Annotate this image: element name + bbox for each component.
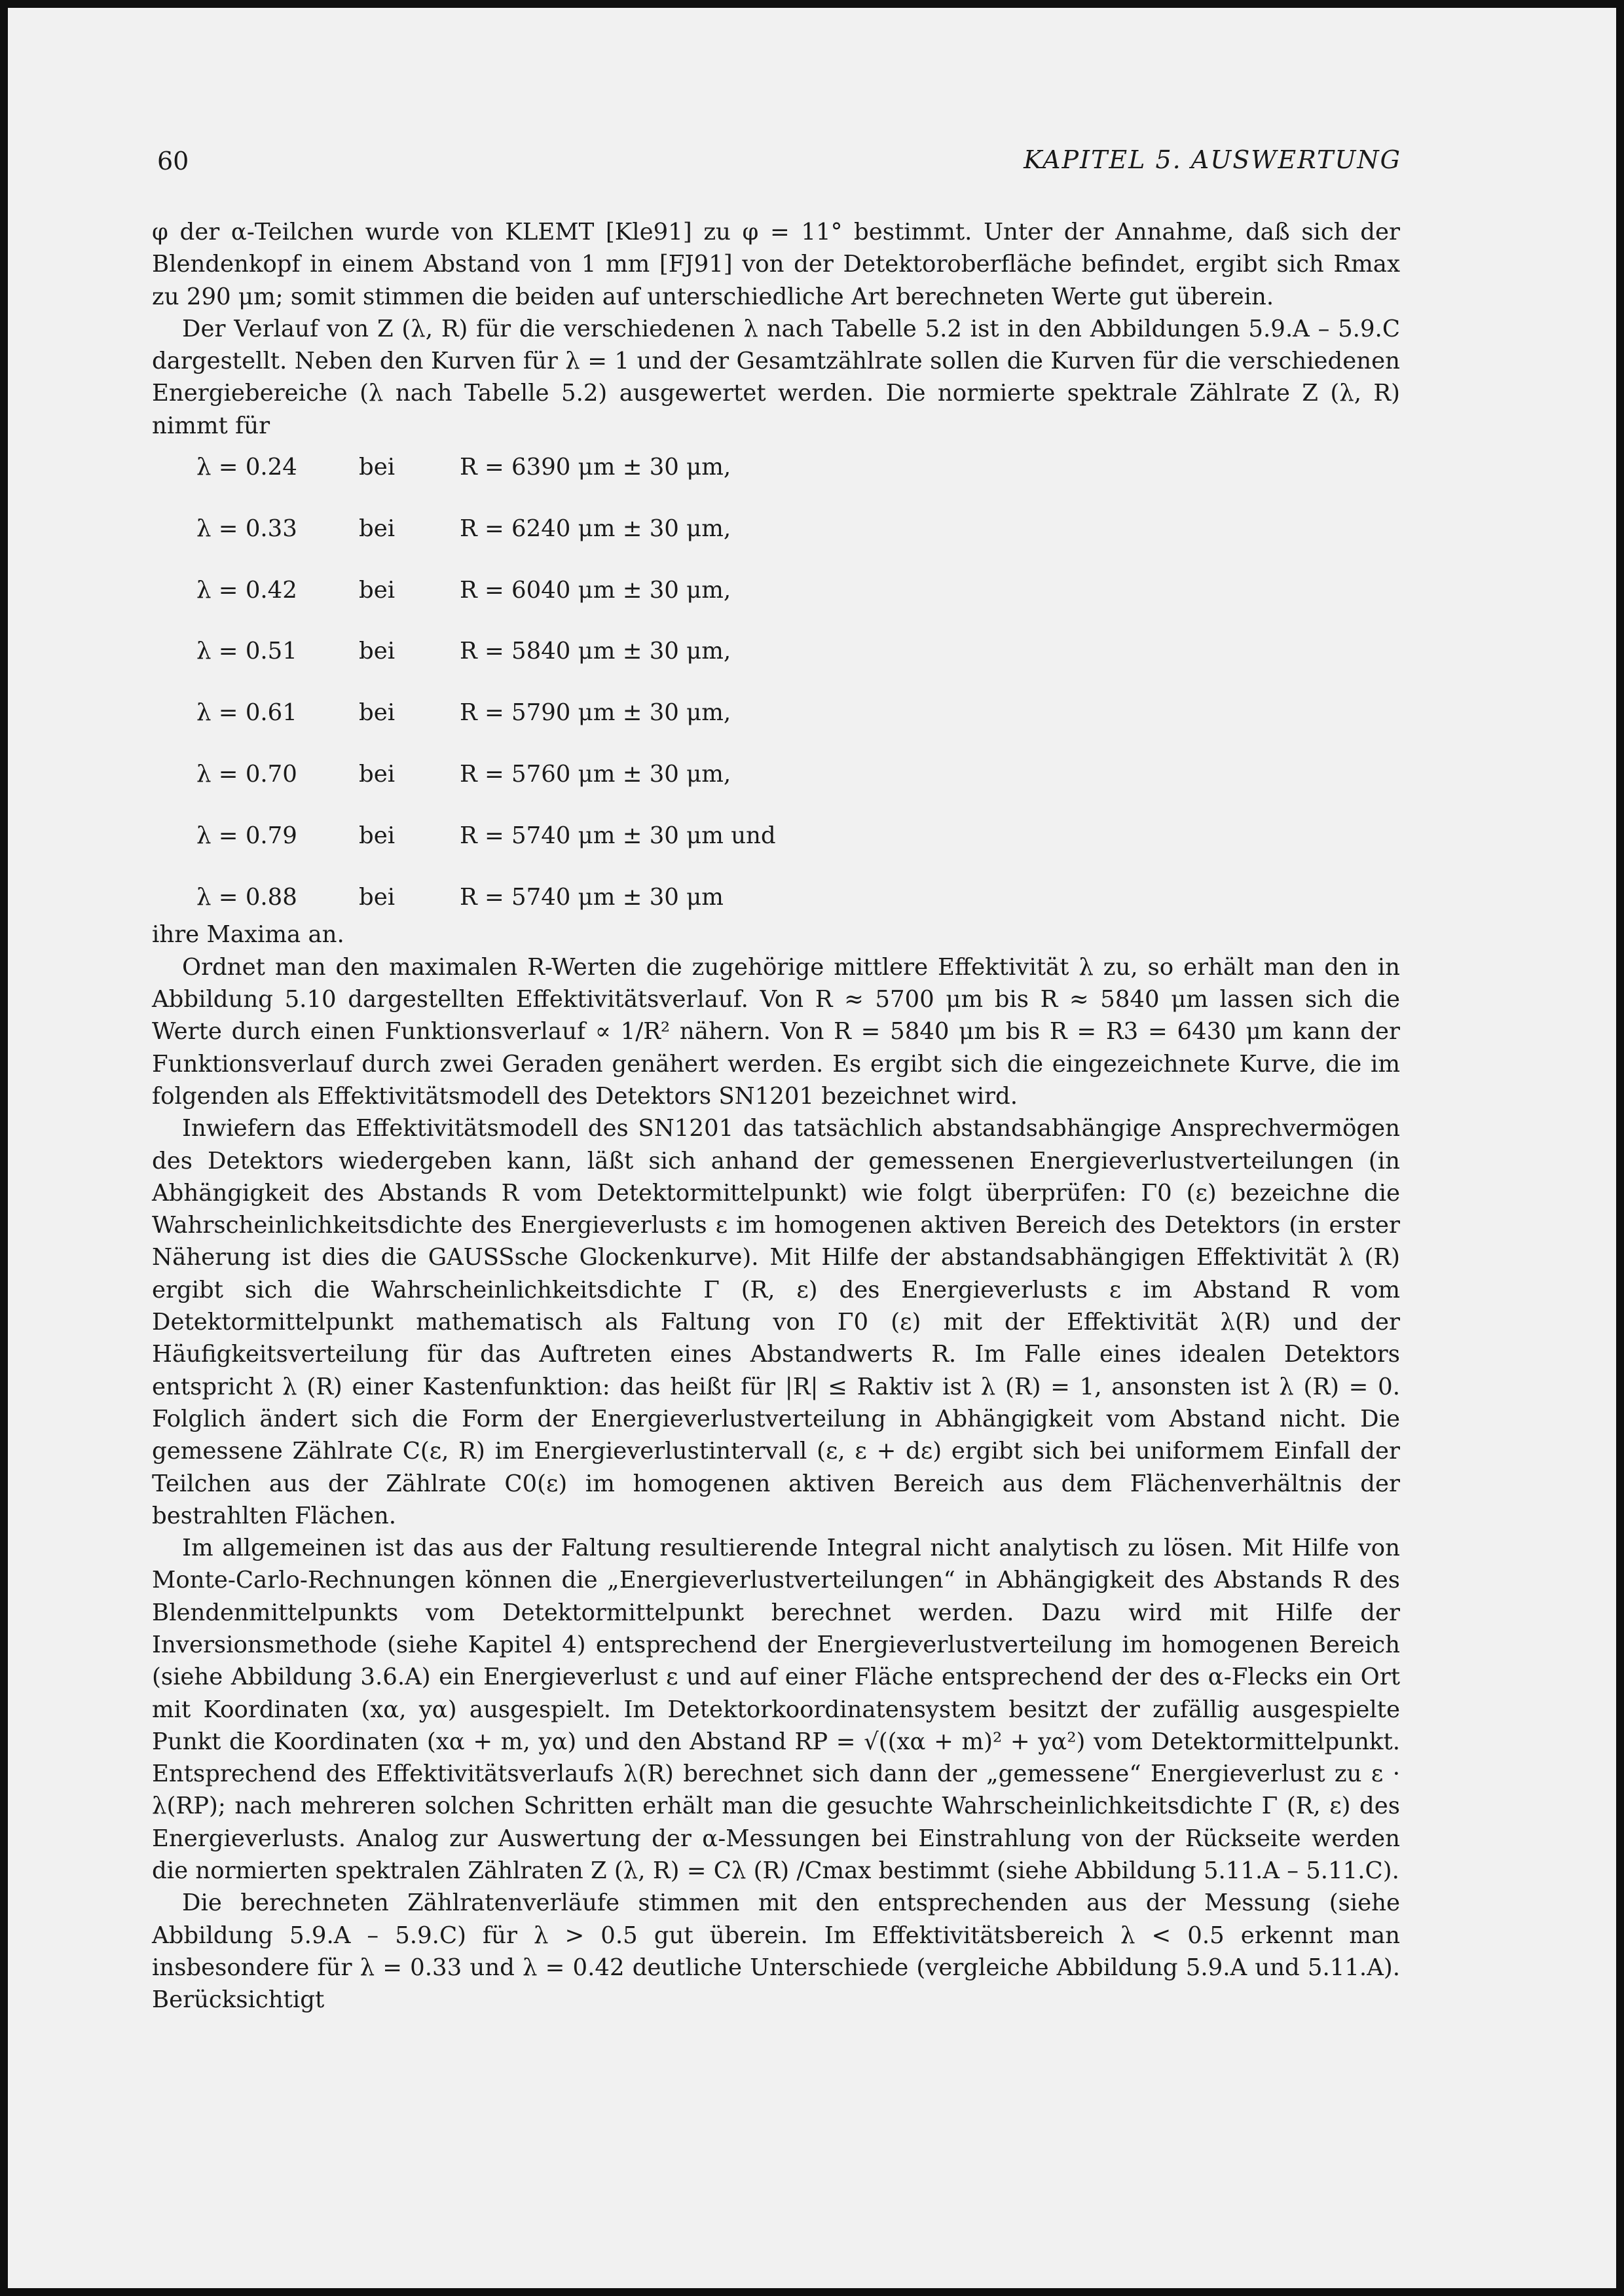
r-value: R = 5740 μm ± 30 μm bbox=[460, 883, 724, 911]
lambda-value: λ = 0.88 bbox=[196, 883, 297, 911]
page-number: 60 bbox=[157, 147, 189, 175]
lambda-value: λ = 0.70 bbox=[196, 761, 297, 788]
r-value: R = 5840 μm ± 30 μm, bbox=[460, 638, 731, 665]
r-value: R = 6240 μm ± 30 μm, bbox=[460, 515, 731, 542]
lambda-value: λ = 0.51 bbox=[196, 638, 297, 665]
lambda-value: λ = 0.79 bbox=[196, 822, 297, 849]
paragraph-2: Der Verlauf von Z (λ, R) für die verschiedenen λ nach Tabelle 5.2 ist in den Abbildungen 5.9.A – 5.9.C dargestellt. Neben den Kurven für λ = 1 und der Gesamtzählrate sollen die Kurven für die verschiedenen Energiebereiche (λ nach Tabelle 5.2) ausgewertet werden. Die normierte spektrale Zählrate Z (λ, R) nimmt für bbox=[152, 315, 1400, 439]
scan-border-right bbox=[1616, 0, 1624, 2296]
maxima-row bbox=[152, 451, 1400, 513]
lambda-value: λ = 0.33 bbox=[196, 515, 297, 542]
maxima-list bbox=[152, 451, 1400, 942]
bei-label: bei bbox=[359, 883, 396, 911]
paragraph-1: φ der α-Teilchen wurde von KLEMT [Kle91] zu φ = 11° bestimmt. Unter der Annahme, daß sich der Blendenkopf in einem Abstand von 1 mm [FJ91] von der Detektoroberfläche befindet, ergibt sich Rmax zu 290 μm; somit stimmen die beiden auf unterschiedliche Art berechneten Werte gut überein. bbox=[152, 219, 1400, 310]
r-value: R = 6040 μm ± 30 μm, bbox=[460, 576, 731, 604]
maxima-row bbox=[152, 574, 1400, 636]
r-value: R = 6390 μm ± 30 μm, bbox=[460, 454, 731, 481]
paragraph-7: Die berechneten Zählratenverläufe stimmen mit den entsprechenden aus der Messung (siehe Abbildung 5.9.A – 5.9.C) für λ > 0.5 gut überein. Im Effektivitätsbereich λ < 0.5 erkennt man insbesondere für λ = 0.33 und λ = 0.42 deutliche Unterschiede (vergleiche Abbildung 5.9.A und 5.11.A). Berücksichtigt bbox=[152, 1889, 1400, 2014]
paragraph-6: Im allgemeinen ist das aus der Faltung resultierende Integral nicht analytisch zu lösen. Mit Hilfe von Monte-Carlo-Rechnungen können die „Energieverlustverteilungen“ in Abhängigkeit des Abstands R des Blendenmittelpunkts vom Detektormittelpunkt berechnet werden. Dazu wird mit Hilfe der Inversionsmethode (siehe Kapitel 4) entsprechend der Energieverlustverteilung im homogenen Bereich (siehe Abbildung 3.6.A) ein Energieverlust ε und auf einer Fläche entsprechend der des α-Flecks ein Ort mit Koordinaten (xα, yα) ausgespielt. Im Detektorkoordinatensystem besitzt der zufällig ausgespielte Punkt die Koordinaten (xα + m, yα) und den Abstand RP = √((xα + m)² + yα²) vom Detektormittelpunkt. Entsprechend des Effektivitätsverlaufs λ(R) berechnet sich dann der „gemessene“ Energieverlust zu ε · λ(RP); nach mehreren solchen Schritten erhält man die gesuchte Wahrscheinlichkeitsdichte Γ (R, ε) des Energieverlusts. Analog zur Auswertung der α-Messungen bei Einstrahlung von der Rückseite werden die normierten spektralen Zählraten Z (λ, R) = Cλ (R) /Cmax bestimmt (siehe Abbildung 5.11.A – 5.11.C). bbox=[152, 1535, 1400, 1885]
maxima-row bbox=[152, 758, 1400, 820]
bei-label: bei bbox=[359, 454, 396, 481]
maxima-row bbox=[152, 513, 1400, 574]
lambda-value: λ = 0.24 bbox=[196, 454, 297, 481]
bei-label: bei bbox=[359, 576, 396, 604]
lambda-value: λ = 0.42 bbox=[196, 576, 297, 604]
maxima-row bbox=[152, 881, 1400, 943]
paragraph-5: Inwiefern das Effektivitätsmodell des SN1201 das tatsächlich abstandsabhängige Ansprechvermögen des Detektors wiedergeben kann, läßt sich anhand der gemessenen Energieverlustverteilungen (in Abhängigkeit des Abstands R vom Detektormittelpunkt) wie folgt überprüfen: Γ0 (ε) bezeichne die Wahrscheinlichkeitsdichte des Energieverlusts ε im homogenen aktiven Bereich des Detektors (in erster Näherung ist dies die GAUSSsche Glockenkurve). Mit Hilfe der abstandsabhängigen Effektivität λ (R) ergibt sich die Wahrscheinlichkeitsdichte Γ (R, ε) des Energieverlusts ε im Abstand R vom Detektormittelpunkt mathematisch als Faltung von Γ0 (ε) mit der Effektivität λ(R) und der Häufigkeitsverteilung für das Auftreten eines Abstandwerts R. Im Falle eines idealen Detektors entspricht λ (R) einer Kastenfunktion: das heißt für |R| ≤ Raktiv ist λ (R) = 1, ansonsten ist λ (R) = 0. Folglich ändert sich die Form der Energieverlustverteilung in Abhängigkeit vom Abstand nicht. Die gemessene Zählrate C(ε, R) im Energieverlustintervall (ε, ε + dε) ergibt sich bei uniformem Einfall der Teilchen aus der Zählrate C0(ε) im homogenen aktiven Bereich aus dem Flächenverhältnis der bestrahlten Flächen. bbox=[152, 1115, 1400, 1529]
bei-label: bei bbox=[359, 515, 396, 542]
r-value: R = 5740 μm ± 30 μm und bbox=[460, 822, 776, 849]
maxima-row bbox=[152, 820, 1400, 881]
bei-label: bei bbox=[359, 761, 396, 788]
running-head: KAPITEL 5. AUSWERTUNG bbox=[1024, 145, 1401, 174]
r-value: R = 5760 μm ± 30 μm, bbox=[460, 761, 731, 788]
maxima-row bbox=[152, 635, 1400, 697]
r-value: R = 5790 μm ± 30 μm, bbox=[460, 699, 731, 727]
bei-label: bei bbox=[359, 699, 396, 727]
maxima-row bbox=[152, 697, 1400, 758]
scan-border-top bbox=[0, 0, 1624, 8]
lambda-value: λ = 0.61 bbox=[196, 699, 297, 727]
scan-border-bottom bbox=[0, 2288, 1624, 2296]
paragraph-4: Ordnet man den maximalen R-Werten die zugehörige mittlere Effektivität λ zu, so erhält man den in Abbildung 5.10 dargestellten Effektivitätsverlauf. Von R ≈ 5700 μm bis R ≈ 5840 μm lassen sich die Werte durch einen Funktionsverlauf ∝ 1/R² nähern. Von R = 5840 μm bis R = R3 = 6430 μm kann der Funktionsverlauf durch zwei Geraden genähert werden. Es ergibt sich die eingezeichnete Kurve, die im folgenden als Effektivitätsmodell des Detektors SN1201 bezeichnet wird. bbox=[152, 953, 1400, 1110]
bei-label: bei bbox=[359, 638, 396, 665]
bei-label: bei bbox=[359, 822, 396, 849]
paragraph-3: ihre Maxima an. bbox=[152, 921, 344, 949]
body-text bbox=[152, 216, 1400, 2016]
scan-border-left bbox=[0, 0, 8, 2296]
